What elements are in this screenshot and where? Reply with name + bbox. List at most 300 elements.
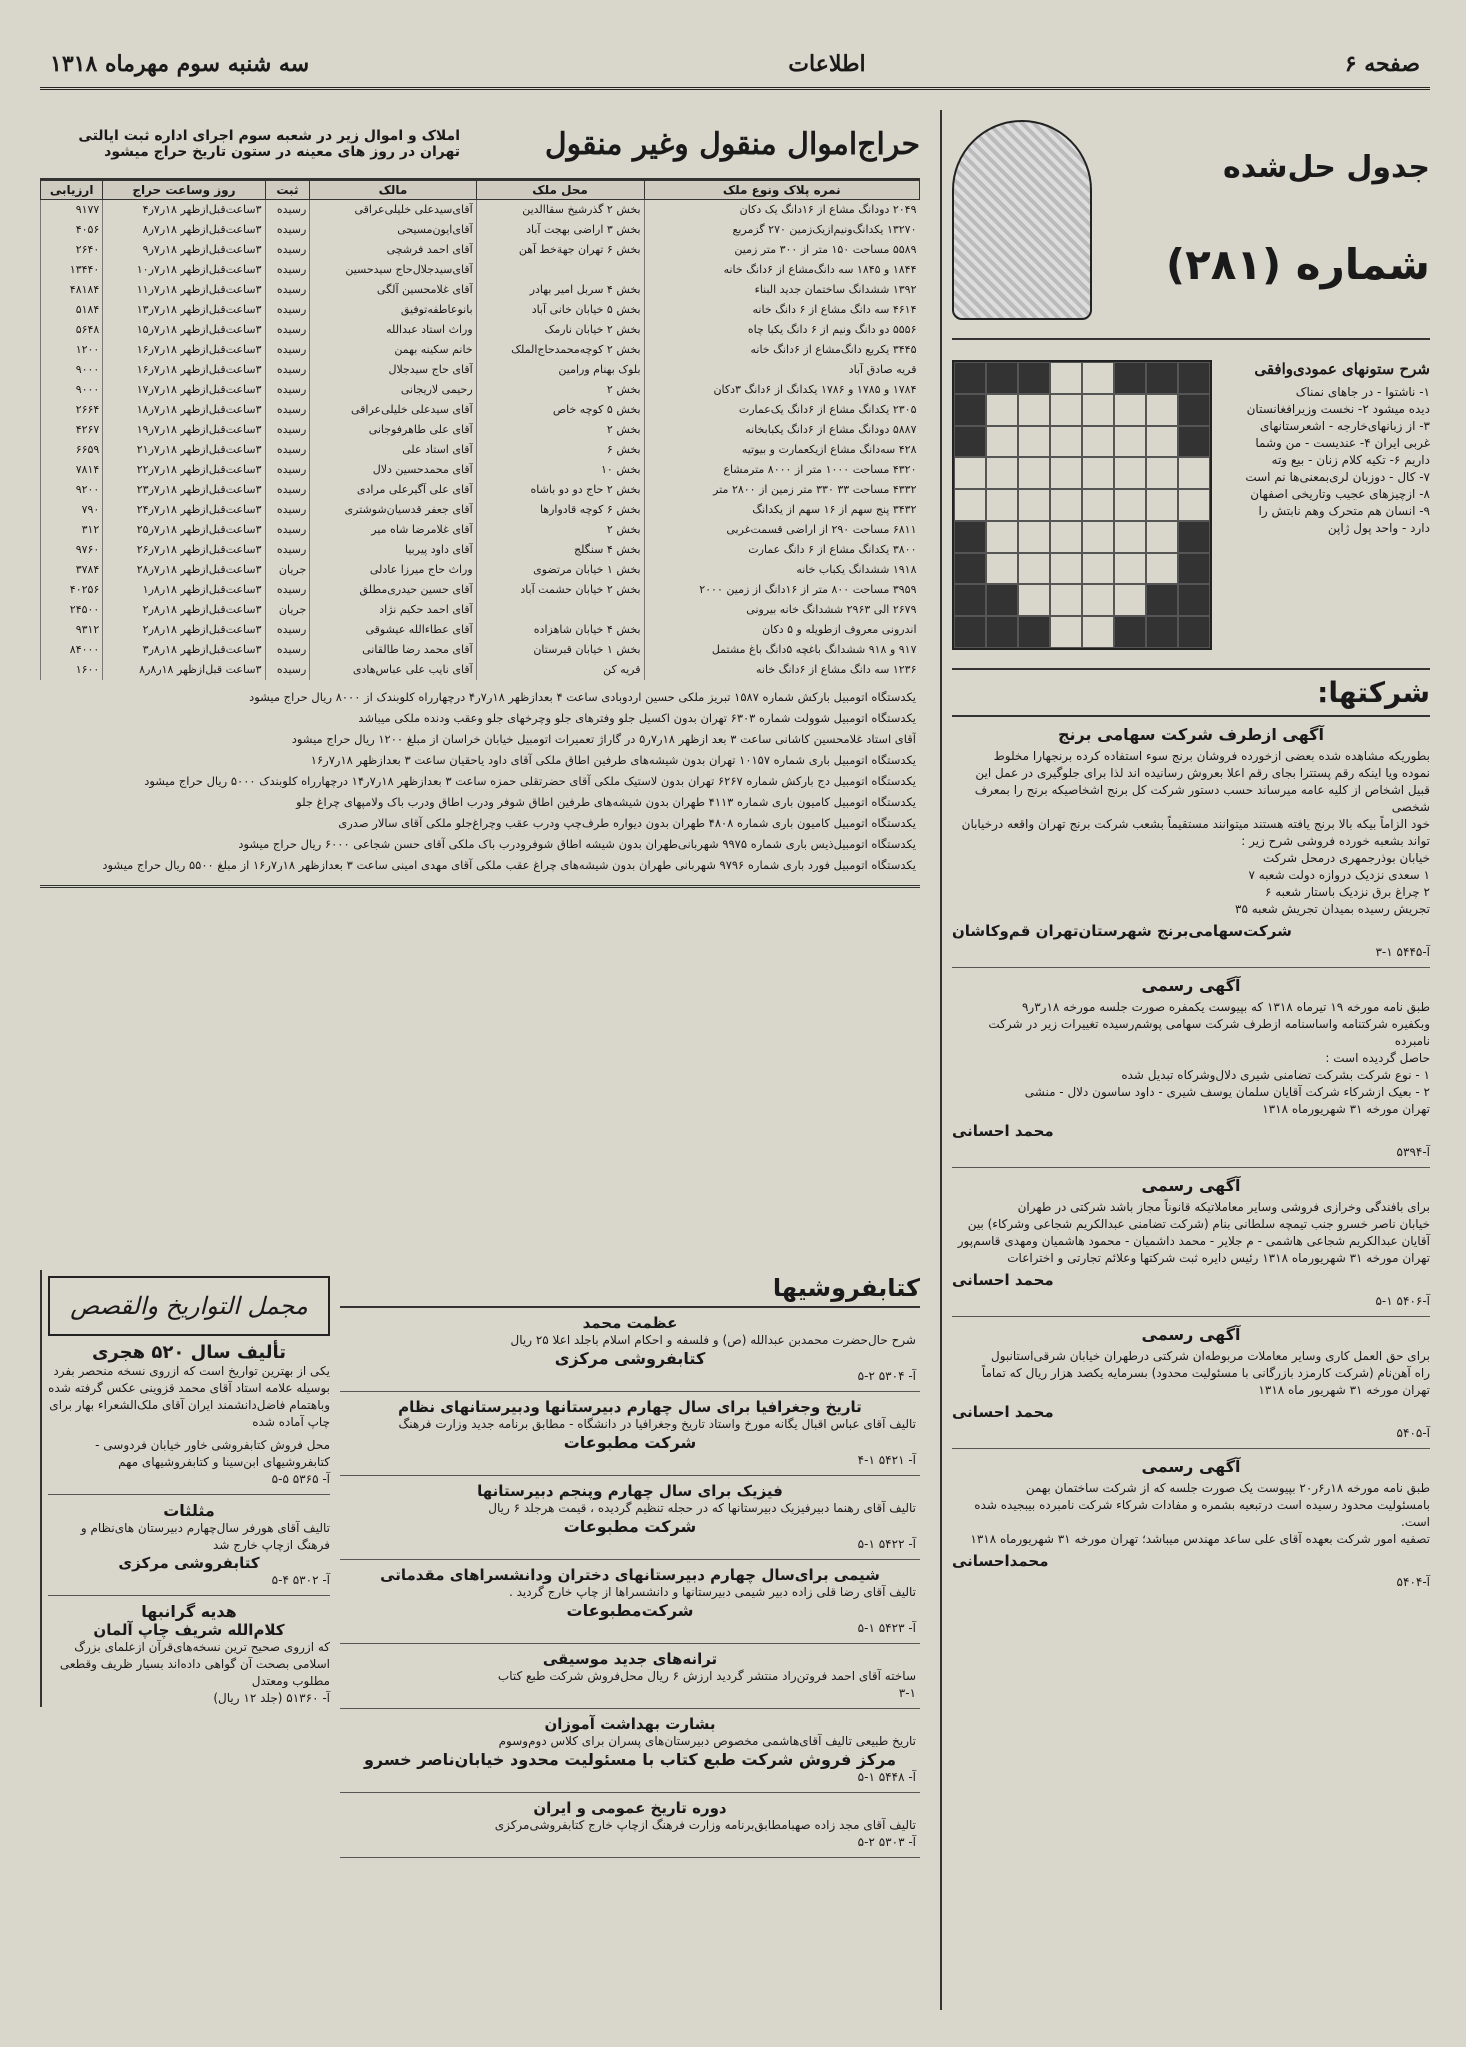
table-cell: رسیده	[265, 400, 310, 420]
table-cell: ۳ساعت‌قبل‌ازظهر ۱۸ر۷ر۲۶	[103, 540, 265, 560]
table-row	[41, 600, 920, 620]
grid-cell	[1146, 362, 1178, 394]
ad-line: تواند بشعبه خورده فروشی شرح زیر :	[1241, 834, 1430, 848]
table-cell: ۷۸۱۴	[41, 460, 103, 480]
table-cell: ۳ساعت‌قبل‌ازظهر ۱۸ر۷ر۱۹	[103, 420, 265, 440]
table-cell: وراث استاد عبدالله	[310, 320, 476, 340]
grid-cell	[1114, 362, 1146, 394]
grid-cell	[1018, 394, 1050, 426]
vehicle-item: یکدستگاه اتومبیل‌ذیس باری شماره ۹۹۷۵ شهربانی‌طهران بدون شیشه اطاق شوفرودرب باک ملکی آقای حسن شجاعی ۶۰۰۰ ریال حراج میشود	[238, 837, 916, 851]
auction-table-body	[41, 200, 920, 681]
table-row	[41, 440, 920, 460]
grid-cell	[1178, 553, 1210, 585]
puzzle-illustration	[952, 120, 1092, 320]
table-cell: آقای غلامحسین آلگی	[310, 280, 476, 300]
table-row	[41, 400, 920, 420]
table-cell: رسیده	[265, 520, 310, 540]
ad-signature: محمد احسانی	[952, 1403, 1054, 1421]
column-header: ثبت	[265, 181, 310, 200]
table-cell: ۶۶۵۹	[41, 440, 103, 460]
table-cell: ۳ساعت‌قبل‌ازظهر ۱۸ر۷ر۱۱	[103, 280, 265, 300]
table-cell: آقای علی آگیرعلی مرادی	[310, 480, 476, 500]
book-code: آ- ۵۴۲۳ ۱-۵	[857, 1621, 916, 1635]
book-year: تألیف سال ۵۲۰ هجری	[91, 1342, 287, 1363]
table-cell: رسیده	[265, 580, 310, 600]
table-row	[41, 220, 920, 240]
table-cell: ۹۱۷ و ۹۱۸ ششدانگ باغچه ۵دانگ باغ مشتمل	[644, 640, 919, 660]
table-cell: ۴۸۱۸۴	[41, 280, 103, 300]
table-cell: ۱۳۴۴۰	[41, 260, 103, 280]
ad-line: برای حق العمل کاری وسایر معاملات مربوطه‌ان شرکتی درطهران خیابان شرقی‌استانبول	[990, 1349, 1430, 1363]
table-row	[41, 420, 920, 440]
grid-cell	[1114, 521, 1146, 553]
clue-line: غربی ایران ۴- عندیست - من وشما	[1255, 436, 1430, 450]
ad-code: آ-۵۴۰۵	[1396, 1426, 1430, 1440]
table-cell: ۹۱۷۷	[41, 200, 103, 221]
vehicle-item: یکدستگاه اتومبیل باری شماره ۱۰۱۵۷ تهران بدون شیشه‌های طرفین اطاق ملکی آقای داود یاحقیان ساعت ۳ بعدازظهر ۱۸ر۷ر۱۶	[310, 753, 916, 767]
ad-line: نموده ویا اینکه رقم پستترا بجای رقم اعلا بعروش رسانیده اند لذا برای جلوگیری در عمل این	[975, 766, 1430, 780]
table-row	[41, 300, 920, 320]
grid-cell	[1146, 394, 1178, 426]
ad-line: وبکفیره شرکتنامه واساسنامه ازطرف شرکت سهامی پوشم‌رسیده تغییرات زیر در شرکت نامبرده	[988, 1017, 1430, 1048]
table-cell: ۳ساعت‌قبل‌ازظهر ۱۸ر۷ر۲۳	[103, 480, 265, 500]
crossword-grid	[952, 360, 1212, 650]
ad-line: تهران مورخه ۳۱ شهریور ماه ۱۳۱۸	[1258, 1383, 1430, 1397]
table-cell: بلوک بهنام ورامین	[476, 360, 644, 380]
table-cell: ۱۶۰۰	[41, 660, 103, 680]
table-cell: رسیده	[265, 500, 310, 520]
grid-cell	[954, 362, 986, 394]
auction-header	[40, 110, 920, 180]
table-cell: ۹۰۰۰	[41, 360, 103, 380]
table-cell: ۳ساعت‌قبل‌ازظهر ۱۸ر۷ر۱۶	[103, 340, 265, 360]
ad-line: قبیل اشخاص از کلیه عامه میرساند حسب دستور شرکت کل برنج اشخاصیکه برنج را بمعرف شخصی	[974, 783, 1430, 814]
table-row	[41, 640, 920, 660]
grid-cell	[1018, 362, 1050, 394]
book-title: ترانه‌های جدید موسیقی	[542, 1650, 718, 1668]
table-row	[41, 560, 920, 580]
table-cell: وراث حاج میرزا عادلی	[310, 560, 476, 580]
table-cell: ۲۶۷۹ الی ۲۹۶۳ ششدانگ خانه بیرونی	[644, 600, 919, 620]
table-row	[41, 480, 920, 500]
grid-cell	[986, 457, 1018, 489]
issue-date: سه شنبه سوم مهرماه ۱۳۱۸	[50, 50, 310, 77]
grid-cell	[1114, 553, 1146, 585]
grid-cell	[1082, 362, 1114, 394]
grid-cell	[1146, 521, 1178, 553]
bookshops-section	[340, 1270, 920, 1858]
grid-cell	[1082, 489, 1114, 521]
table-cell	[476, 260, 644, 280]
ad-line: بامسئولیت محدود رسیده است درتبعیه بشمره و مفادات شرکاء شرکت نامبرده بیبجیده شده است.	[974, 1498, 1430, 1529]
grid-cell	[1082, 616, 1114, 648]
table-cell: ۴۰۵۶	[41, 220, 103, 240]
table-cell: ۳ساعت‌قبل‌ازظهر ۱۸ر۷ر۸	[103, 220, 265, 240]
table-cell: آقای محمدحسین دلال	[310, 460, 476, 480]
grid-cell	[1018, 426, 1050, 458]
table-cell: ۹۷۶۰	[41, 540, 103, 560]
grid-cell	[1018, 521, 1050, 553]
grid-cell	[1146, 457, 1178, 489]
book-description: تالیف آقای مجد زاده صهبامطابق‌برنامه وزارت فرهنگ ازچاپ خارج کتابفروشی‌مرکزی	[494, 1818, 916, 1832]
table-cell: آقای علی طاهر‌فوجانی	[310, 420, 476, 440]
table-cell: بخش ۱ خیابان مرتضوی	[476, 560, 644, 580]
grid-cell	[1114, 584, 1146, 616]
grid-cell	[1050, 457, 1082, 489]
table-cell: ۳۱۲	[41, 520, 103, 540]
table-cell: ۱۸۴۴ و ۱۸۴۵ سه دانگ‌مشاع از ۶دانگ خانه	[644, 260, 919, 280]
table-cell: بخش ۲	[476, 520, 644, 540]
ad-title: آگهی رسمی	[1141, 976, 1241, 995]
table-row	[41, 280, 920, 300]
table-cell: بخش ۶ کوچه قادوارها	[476, 500, 644, 520]
grid-cell	[1178, 521, 1210, 553]
table-cell: ۹۲۰۰	[41, 480, 103, 500]
ad-title: هدیه گرانبها	[141, 1602, 237, 1621]
ad-text: که ازروی صحیح ترین نسخه‌های‌قرآن ازعلمای بزرگ اسلامی بصحت آن گواهی داده‌اند بسیار ظریف وقطعی مطلوب ومعتدل	[59, 1640, 330, 1688]
table-row	[41, 660, 920, 680]
vehicle-item: یکدستگاه اتومبیل دج بارکش شماره ۶۲۶۷ تهران بدون لاستیک ملکی آقای حضرتقلی حمزه ساعت ۳ بعدازظهر ۱۸ر۷ر۱۴ درچهارراه کلوبندک ۵۰۰۰ ریال حراج میشود	[144, 774, 916, 788]
rice-company-ad	[952, 725, 1430, 961]
table-cell: ۴۲۸ سه‌دانگ مشاع ازیکعمارت و بیوتیه	[644, 440, 919, 460]
table-cell: رسیده	[265, 380, 310, 400]
grid-cell	[1050, 362, 1082, 394]
table-cell: آقای عطاءالله عیشوقی	[310, 620, 476, 640]
table-row	[41, 460, 920, 480]
grid-cell	[1146, 584, 1178, 616]
table-cell: ۳ساعت‌قبل‌ازظهر ۱۸ر۷ر۲۸	[103, 560, 265, 580]
right-column	[940, 110, 1430, 2010]
table-cell: آقای غلامرضا شاه میر	[310, 520, 476, 540]
clue-line: دارد - واحد پول ژاپن	[1327, 521, 1430, 535]
table-cell: رسیده	[265, 340, 310, 360]
grid-cell	[1082, 394, 1114, 426]
grid-cell	[1146, 426, 1178, 458]
table-cell: ۵۵۸۹ مساحت ۱۵۰ متر از ۳۰۰ متر زمین	[644, 240, 919, 260]
ad-title: آگهی ازطرف شرکت سهامی برنج	[1058, 725, 1324, 744]
bookshops-title: کتابفروشیها	[340, 1270, 920, 1308]
grid-cell	[954, 426, 986, 458]
grid-cell	[1178, 616, 1210, 648]
auction-table	[40, 180, 920, 680]
companies-title: شرکتها:	[952, 670, 1430, 717]
official-ad-2	[952, 1176, 1430, 1310]
official-ad-3	[952, 1325, 1430, 1442]
table-cell: جریان	[265, 560, 310, 580]
ad-code: آ-۵۴۰۴	[1396, 1575, 1430, 1589]
table-cell: رسیده	[265, 440, 310, 460]
grid-cell	[1114, 457, 1146, 489]
ad-line: طبق نامه مورخه ۱۸ر۶ر۲۰ بپیوست یک صورت جلسه که از شرکت ساختمان بهمن	[1025, 1481, 1430, 1495]
grid-cell	[1050, 553, 1082, 585]
newspaper-name: اطلاعات	[788, 50, 866, 77]
book-title: عظمت محمد	[582, 1314, 678, 1332]
table-cell: قریه کن	[476, 660, 644, 680]
ad-list-item: ۲ چراغ برق نزدیک باستار شعبه ۶	[1264, 885, 1430, 899]
table-cell: ۴۶۱۴ سه دانگ مشاع از ۶ دانگ خانه	[644, 300, 919, 320]
book-code: آ- ۵۳۰۴ ۲-۵	[857, 1369, 916, 1383]
column-header: نمره پلاک ونوع ملک	[644, 181, 919, 200]
table-cell: ۱۷۸۴ و ۱۷۸۵ و ۱۷۸۶ یکدانگ از ۶دانگ ۳دکان	[644, 380, 919, 400]
table-cell: ۵۱۸۴	[41, 300, 103, 320]
clue-line: ۷- کال - دوزبان لری‌بمعنی‌ها نم است	[1245, 470, 1430, 484]
grid-cell	[1114, 616, 1146, 648]
grid-cell	[954, 394, 986, 426]
auction-subtitle	[40, 128, 460, 160]
book-description: ساخته آقای احمد فروتن‌راد منتشر گردید ارزش ۶ ریال محل‌فروش شرکت طبع کتاب	[497, 1669, 916, 1683]
table-cell: بخش ۲	[476, 380, 644, 400]
calligraphy-title: مجمل التواریخ والقصص	[48, 1276, 330, 1336]
table-row	[41, 200, 920, 221]
grid-cell	[1018, 489, 1050, 521]
official-ad-4	[952, 1457, 1430, 1591]
table-cell: ۳۴۳۲ پنج سهم از ۱۶ سهم از یکدانگ	[644, 500, 919, 520]
table-cell: بخش ۲ حاج دو دو باشاه	[476, 480, 644, 500]
book-seller: مرکز فروش شرکت طبع کتاب با مسئولیت محدود خیابان‌ناصر خسرو	[363, 1750, 897, 1769]
grid-cell	[954, 457, 986, 489]
table-cell: رسیده	[265, 260, 310, 280]
ad-signature: شرکت‌سهامی‌برنج شهرستان‌تهران قم‌وکاشان	[952, 922, 1292, 940]
book-ad	[340, 1476, 920, 1560]
left-column	[40, 110, 920, 2010]
table-cell: ۲۳۰۵ یکدانگ مشاع از ۶دانگ یک‌عمارت	[644, 400, 919, 420]
ad-code: آ- ۵۱۳۶۰ (جلد ۱۲ ریال)	[213, 1691, 330, 1705]
book-description: تالیف آقای رهنما دبیرفیزیک دبیرستانها که در حجله تنظیم گردیده ، قیمت هرجلد ۶ ریال	[488, 1501, 916, 1515]
table-row	[41, 320, 920, 340]
table-cell: ۲۴۵۰۰	[41, 600, 103, 620]
grid-cell	[1050, 616, 1082, 648]
official-ad-1	[952, 976, 1430, 1161]
clue-line: ۹- انسان هم متحرک وهم نابتش را	[1258, 504, 1430, 518]
table-row	[41, 260, 920, 280]
table-cell: رسیده	[265, 620, 310, 640]
table-cell: بخش ۲	[476, 420, 644, 440]
grid-cell	[954, 521, 986, 553]
ad-code: آ-۵۴۰۶ ۱-۵	[1375, 1294, 1430, 1308]
grid-cell	[1018, 553, 1050, 585]
table-cell: ۸۴۰۰۰	[41, 640, 103, 660]
book-code: آ- ۵۳۰۳ ۲-۵	[857, 1835, 916, 1849]
grid-cell	[986, 553, 1018, 585]
book-code: آ- ۵۴۲۲ ۱-۵	[857, 1537, 916, 1551]
table-cell: ۳ساعت‌قبل‌ازظهر ۱۸ر۷ر۱۷	[103, 380, 265, 400]
ad-list-item: ۱ سعدی نزدیک دروازه دولت شعبه ۷	[1248, 868, 1430, 882]
clue-line: داریم ۶- تکیه کلام زنان - بیع وته	[1271, 453, 1430, 467]
grid-cell	[986, 584, 1018, 616]
masthead	[40, 40, 1430, 90]
vehicle-auctions	[40, 680, 920, 888]
grid-cell	[986, 394, 1018, 426]
table-cell: اندرونی معروف ازطویله و ۵ دکان	[644, 620, 919, 640]
book-title: دوره تاریخ عمومی و ایران	[533, 1799, 727, 1817]
table-cell: بخش ۲ گذرشیخ سقاالدین	[476, 200, 644, 221]
table-cell: ۹۳۱۲	[41, 620, 103, 640]
table-cell: ۱۲۳۶ سه دانگ مشاع از ۶دانگ خانه	[644, 660, 919, 680]
table-row	[41, 340, 920, 360]
grid-cell	[1114, 394, 1146, 426]
ad-title: آگهی رسمی	[1141, 1457, 1241, 1476]
side-ads	[40, 1270, 330, 1707]
table-cell: ۳ساعت‌قبل‌ازظهر ۱۸ر۸ر۲	[103, 600, 265, 620]
puzzle-header	[952, 110, 1430, 340]
book-seller: شرکت‌مطبوعات	[566, 1601, 694, 1620]
table-cell: ۳ساعت‌قبل‌ازظهر ۱۸ر۷ر۱۶	[103, 360, 265, 380]
grid-cell	[1178, 394, 1210, 426]
grid-cell	[1050, 584, 1082, 616]
table-cell: ۳ساعت‌قبل‌ازظهر ۱۸ر۷ر۲۲	[103, 460, 265, 480]
table-row	[41, 580, 920, 600]
book-title: بشارت بهداشت آموزان	[544, 1715, 716, 1733]
ad-line: ۲ - بعیک ازشرکاء شرکت آقایان سلمان یوسف شیری - داود ساسون دلال - منشی	[1024, 1085, 1430, 1099]
auction-subtitle-line: املاک و اموال زیر در شعبه سوم اجرای اداره ثبت ایالتی	[78, 128, 460, 144]
ad-line: راه آهن‌نام (شرکت کارمزد بازرگانی با مسئولیت محدود) بسرمایه یکصد هزار ریال که تماماً	[981, 1366, 1430, 1380]
table-cell: آقای‌ایون‌مسیحی	[310, 220, 476, 240]
table-cell: ۳۹۵۹ مساحت ۸۰۰ متر از ۱۶دانگ از زمین ۲۰۰۰	[644, 580, 919, 600]
table-cell: ۳۸۰۰ یکدانگ مشاع از ۶ دانگ عمارت	[644, 540, 919, 560]
ad-signature: محمداحسانی	[952, 1552, 1049, 1570]
auction-subtitle-line: تهران در روز های معینه در ستون تاریخ حراج میشود	[104, 144, 460, 160]
grid-cell	[1018, 584, 1050, 616]
puzzle-number: شماره (۲۸۱)	[1165, 240, 1430, 289]
vehicle-item: یکدستگاه اتومبیل فورد باری شماره ۹۷۹۶ شهربانی طهران بدون شیشه‌های چراغ عقب ملکی آقای مهدی امینی ساعت ۳ بعدازظهر ۱۸ر۷ر۱۶ از مبلغ ۵۵۰۰ ریال حراج میشود	[102, 858, 916, 872]
table-cell: ۳ساعت قبل‌ازظهر ۱۸ر۸ر۸	[103, 660, 265, 680]
book-seller: شرکت مطبوعات	[563, 1433, 697, 1452]
puzzle-area	[952, 340, 1430, 670]
ad-title: مثلثات	[163, 1501, 215, 1520]
ad-line: برای بافندگی وخرازی فروشی وسایر معاملاتیکه قانوناً مجاز باشد شرکتی در طهران	[1017, 1200, 1430, 1214]
table-cell: بخش ۴ سنگلج	[476, 540, 644, 560]
ad-title: آگهی رسمی	[1141, 1325, 1241, 1344]
table-row	[41, 620, 920, 640]
grid-cell	[1114, 426, 1146, 458]
auction-title: حراج‌اموال منقول وغیر منقول	[544, 126, 920, 162]
table-cell: ۳ساعت‌قبل‌ازظهر ۱۸ر۷ر۱۵	[103, 320, 265, 340]
table-cell: ۳ساعت‌قبل‌ازظهر ۱۸ر۷ر۴	[103, 200, 265, 221]
table-cell: رسیده	[265, 240, 310, 260]
ad-line: بطوریکه مشاهده شده بعضی ازخورده فروشان برنج سوء استفاده کرده برنجهارا مخلوط	[993, 749, 1430, 763]
table-cell: بخش ۱۰	[476, 460, 644, 480]
table-cell: ۴۰۲۵۶	[41, 580, 103, 600]
table-cell: ۵۵۵۶ دو دانگ ونیم از ۶ دانگ یکبا چاه	[644, 320, 919, 340]
table-cell: ۹۰۰۰	[41, 380, 103, 400]
table-cell: ۱۳۹۲ ششدانگ ساختمان جدید البناء	[644, 280, 919, 300]
ad-line: طبق نامه مورخه ۱۹ تیرماه ۱۳۱۸ که بپیوست یکمفره صورت جلسه مورخه ۱۸ر۳ر۹	[1021, 1000, 1430, 1014]
ad-signature: محمد احسانی	[952, 1271, 1054, 1289]
book-seller: شرکت مطبوعات	[563, 1517, 697, 1536]
table-row	[41, 500, 920, 520]
table-cell: جریان	[265, 600, 310, 620]
vehicle-item: یکدستگاه اتومبیل کامیون باری شماره ۴۱۱۳ طهران بدون شیشه‌های طرفین اطاق شوفر ودرب اطاق ودرب باک ولامپهای چراغ جلو	[296, 795, 916, 809]
table-cell: ۱۹۱۸ ششدانگ یکباب خانه	[644, 560, 919, 580]
grid-cell	[1018, 616, 1050, 648]
table-row	[41, 380, 920, 400]
book-title: شیمی برای‌سال چهارم دبیرستانهای دختران ودانشسراهای مقدماتی	[380, 1566, 880, 1584]
table-cell: قریه صادق آباد	[644, 360, 919, 380]
grid-cell	[986, 521, 1018, 553]
ad-list-item: خیابان بوذرجمهری درمحل شرکت	[1262, 851, 1430, 865]
column-header: محل ملک	[476, 181, 644, 200]
table-row	[41, 240, 920, 260]
table-cell: رسیده	[265, 220, 310, 240]
table-cell: ۱۲۰۰	[41, 340, 103, 360]
book-code: آ- ۵۴۲۱ ۱-۴	[857, 1453, 916, 1467]
table-cell: آقای داود پیربیا	[310, 540, 476, 560]
table-row	[41, 360, 920, 380]
table-cell: ۵۸۸۷ دودانگ مشاع از ۶دانگ یکبابخانه	[644, 420, 919, 440]
table-cell: آقای احمد حکیم نژاد	[310, 600, 476, 620]
grid-cell	[1050, 489, 1082, 521]
clues-title: شرح ستونهای عمودی‌وافقی	[1254, 360, 1430, 378]
table-cell: رسیده	[265, 360, 310, 380]
table-cell: بخش ۲ خیابان نارمک	[476, 320, 644, 340]
table-row	[41, 540, 920, 560]
grid-cell	[1178, 362, 1210, 394]
table-cell: ۳ساعت‌قبل‌ازظهر ۱۸ر۸ر۱	[103, 580, 265, 600]
table-cell: رسیده	[265, 480, 310, 500]
column-header: مالک	[310, 181, 476, 200]
grid-cell	[1018, 457, 1050, 489]
table-cell: آقای محمد رضا طالقانی	[310, 640, 476, 660]
table-cell: بخش ۵ کوچه خاص	[476, 400, 644, 420]
book-ad	[340, 1560, 920, 1644]
table-cell: آقای استاد علی	[310, 440, 476, 460]
table-cell: ۳ساعت‌قبل‌ازظهر ۱۸ر۷ر۱۰	[103, 260, 265, 280]
table-cell: رسیده	[265, 200, 310, 221]
clue-line: دیده میشود ۲- نخست وزیرافغانستان	[1246, 402, 1430, 416]
table-cell: خانم سکینه بهمن	[310, 340, 476, 360]
book-title: فیزیک برای سال چهارم وپنجم دبیرستانها	[477, 1482, 783, 1500]
table-cell: بخش ۲ خیابان حشمت آباد	[476, 580, 644, 600]
table-row	[41, 520, 920, 540]
grid-cell	[1082, 457, 1114, 489]
ad-code: آ- ۵۳۶۵ ۵-۵	[271, 1472, 330, 1486]
table-cell: ۳۷۸۴	[41, 560, 103, 580]
grid-cell	[986, 616, 1018, 648]
table-cell: بخش ۴ خیابان شاهزاده	[476, 620, 644, 640]
book-description: تاریخ طبیعی تالیف آقای‌هاشمی مخصوص دبیرستان‌های پسران برای کلاس دوم‌وسوم	[498, 1734, 916, 1748]
page-number: صفحه ۶	[1344, 50, 1420, 77]
grid-cell	[986, 489, 1018, 521]
table-cell: بخش ۴ سربل امیر بهادر	[476, 280, 644, 300]
ad-text: یکی از بهترین تواریخ است که از‌روی نسخه منحصر بفرد بوسیله علامه استاد آقای محمد قزوینی عکس گرفته شده وباهتمام فاضل‌دانشمند ایران آقای ملک‌الشعراء بهار برای چاپ آماده شده	[48, 1364, 330, 1429]
table-cell: آقای نایب علی عباس‌هادی	[310, 660, 476, 680]
table-cell: بانوعاطفه‌توفیق	[310, 300, 476, 320]
table-cell	[476, 600, 644, 620]
grid-cell	[1082, 553, 1114, 585]
table-cell: ۲۰۴۹ دودانگ مشاع از ۱۶دانگ یک دکان	[644, 200, 919, 221]
book-ad	[340, 1709, 920, 1793]
book-description: تالیف آقای عباس اقبال یگانه مورخ واستاد تاریخ وجغرافیا در دانشگاه - مطابق برنامه جدید وزارت فرهنگ	[398, 1417, 916, 1431]
ad-line: آقایان عبدالکریم شجاعی هاشمی - م جلایر - محمد داشمیان - محمود هاشمیان ومهدی قاسم‌پور	[957, 1234, 1430, 1248]
grid-cell	[986, 362, 1018, 394]
book-ad	[340, 1308, 920, 1392]
ad-title: آگهی رسمی	[1141, 1176, 1241, 1195]
table-cell: آقای‌سیدجلال‌حاج سیدحسین	[310, 260, 476, 280]
grid-cell	[1082, 584, 1114, 616]
vehicle-item: یکدستگاه اتومبیل بارکش شماره ۱۵۸۷ تبریز ملکی حسین اردوبادی ساعت ۴ بعدازظهر ۱۸ر۷ر۴ درچهارراه کلوبندک از ۸۰۰۰ ریال حراج میشود	[249, 690, 916, 704]
table-cell: ۳ساعت‌قبل‌ازظهر ۱۸ر۷ر۲۵	[103, 520, 265, 540]
clue-line: ۸- ازچیزهای عجیب وتاریخی اصفهان	[1250, 487, 1430, 501]
table-cell: رسیده	[265, 460, 310, 480]
table-cell: رسیده	[265, 280, 310, 300]
table-cell: آقای حسین حیدری‌مطلق	[310, 580, 476, 600]
ad-list-item: تجریش رسیده بمیدان تجریش شعبه ۳۵	[1235, 902, 1430, 916]
vehicle-item: یکدستگاه اتومبیل کامیون باری شماره ۴۸۰۸ طهران بدون دیواره طرف‌چپ ودرب عقب وچراغ‌جلو ملکی آقای سالار صدری	[338, 816, 916, 830]
grid-cell	[954, 553, 986, 585]
table-cell: آقای سیدعلی خلیلی‌عراقی	[310, 400, 476, 420]
ad-line: حاصل گردیده است :	[1325, 1051, 1430, 1065]
book-seller: کتابفروشی مرکزی	[554, 1349, 706, 1368]
